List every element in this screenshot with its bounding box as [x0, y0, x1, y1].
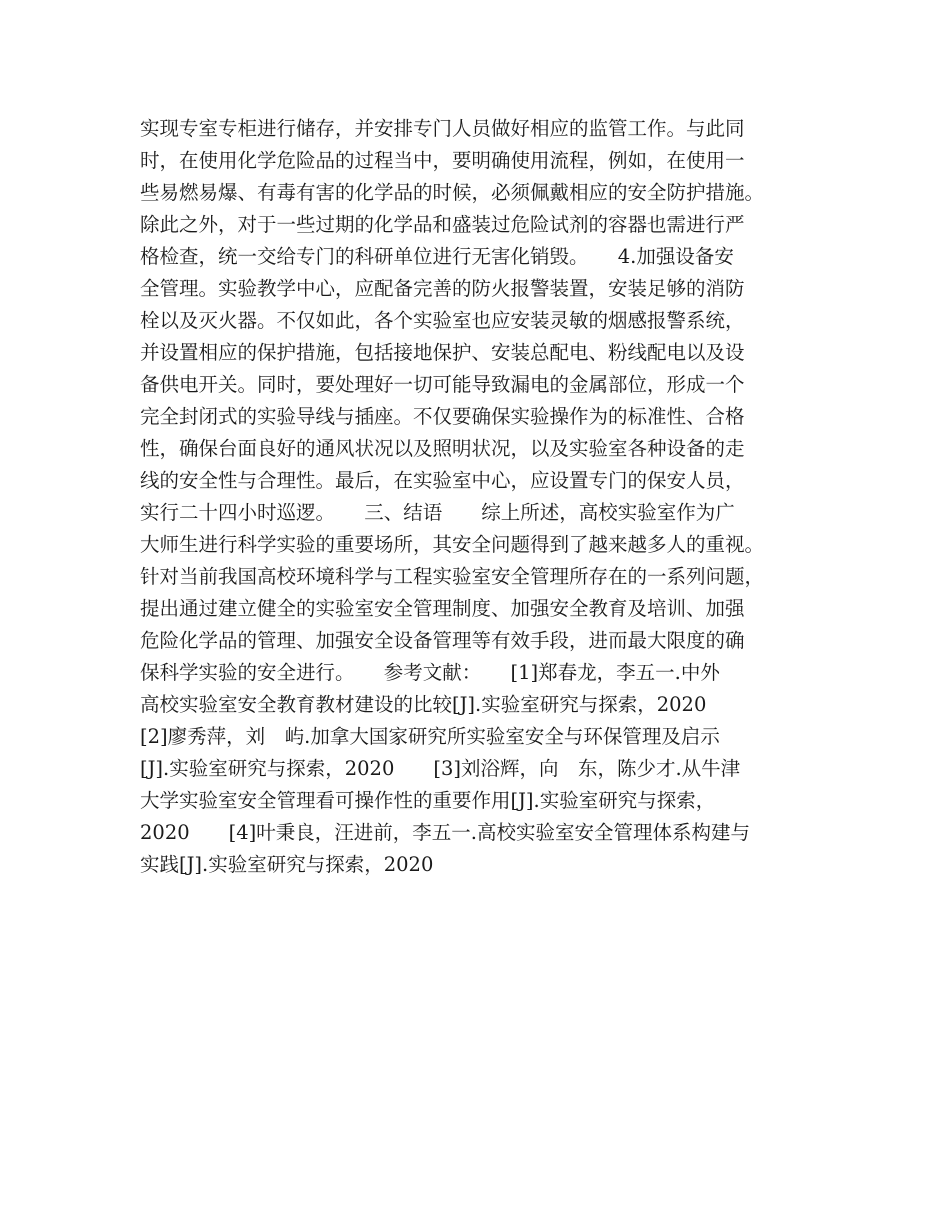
text-line: 全管理。实验教学中心，应配备完善的防火报警装置，安装足够的消防 [140, 277, 745, 300]
text-line: 完全封闭式的实验导线与插座。不仅要确保实验操作为的标准性、合格 [140, 405, 745, 428]
text-line: 危险化学品的管理、加强安全设备管理等有效手段，进而最大限度的确 [140, 629, 745, 652]
text-line: 大师生进行科学实验的重要场所，其安全问题得到了越来越多人的重视。 [140, 533, 765, 556]
text-line: 些易燃易爆、有毒有害的化学品的时候，必须佩戴相应的安全防护措施。 [140, 181, 765, 204]
text-line: 提出通过建立健全的实验室安全管理制度、加强安全教育及培训、加强 [140, 597, 745, 620]
text-line: 保科学实验的安全进行。 参考文献： [1]郑春龙，李五一.中外 [140, 661, 720, 684]
text-line: 除此之外，对于一些过期的化学品和盛装过危险试剂的容器也需进行严 [140, 213, 745, 236]
text-line: 性，确保台面良好的通风状况以及照明状况，以及实验室各种设备的走 [140, 437, 745, 460]
text-line: [2]廖秀萍，刘 屿.加拿大国家研究所实验室安全与环保管理及启示 [140, 725, 720, 748]
text-line: 高校实验室安全教育教材建设的比较[J].实验室研究与探索，2020 [140, 693, 707, 716]
text-line: 实现专室专柜进行储存，并安排专门人员做好相应的监管工作。与此同 [140, 117, 745, 140]
text-line: 栓以及灭火器。不仅如此，各个实验室也应安装灵敏的烟感报警系统， [140, 309, 745, 332]
text-line: 2020 [4]叶秉良，汪进前，李五一.高校实验室安全管理体系构建与 [140, 821, 750, 844]
text-line: 并设置相应的保护措施，包括接地保护、安装总配电、粉线配电以及设 [140, 341, 745, 364]
body-text [140, 113, 830, 881]
text-line: 格检查，统一交给专门的科研单位进行无害化销毁。 4.加强设备安 [140, 245, 734, 268]
text-line: 线的安全性与合理性。最后，在实验室中心，应设置专门的保安人员， [140, 469, 745, 492]
text-line: 实践[J].实验室研究与探索，2020 [140, 853, 434, 876]
text-line: 针对当前我国高校环境科学与工程实验室安全管理所存在的一系列问题， [140, 565, 765, 588]
text-line: 实行二十四小时巡逻。 三、结语 综上所述，高校实验室作为广 [140, 501, 735, 524]
text-line: 备供电开关。同时，要处理好一切可能导致漏电的金属部位，形成一个 [140, 373, 745, 396]
text-line: 时，在使用化学危险品的过程当中，要明确使用流程，例如，在使用一 [140, 149, 745, 172]
text-line: 大学实验室安全管理看可操作性的重要作用[J].实验室研究与探索， [140, 789, 716, 812]
text-line: [J].实验室研究与探索，2020 [3]刘浴辉，向 东，陈少才.从牛津 [140, 757, 741, 780]
